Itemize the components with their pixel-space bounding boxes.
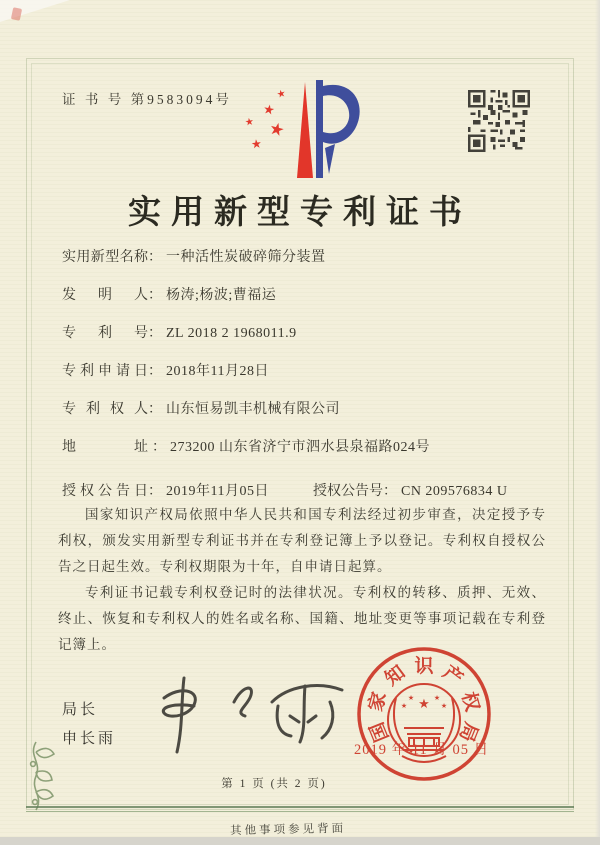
field-value: 杨涛;杨波;曹福运 <box>166 288 277 303</box>
field-value: 273200 山东省济宁市泗水县泉福路024号 <box>170 440 430 455</box>
logo-blue-tail <box>325 144 335 174</box>
cnipa-logo-icon <box>235 76 365 188</box>
logo-star-icon: ★ <box>250 136 263 152</box>
scan-edge-artifact <box>0 837 600 845</box>
body-paragraph: 专利证书记载专利权登记时的法律状况。专利权的转移、质押、无效、终止、恢复和专利权人的姓名或名称、国籍、地址变更等事项记载在专利登记簿上。 <box>58 585 546 652</box>
bottom-border-line <box>26 811 574 812</box>
field-label: 发明人 <box>62 288 148 303</box>
field-row-name <box>62 248 564 286</box>
svg-text:★: ★ <box>400 702 408 710</box>
qr-code <box>468 90 530 152</box>
seal-char: 局 <box>454 719 482 745</box>
logo-star-icon: ★ <box>244 116 255 129</box>
field-value: 2018年11月28日 <box>166 364 269 379</box>
field-label: 专利号 <box>62 326 148 341</box>
field-colon: ： <box>148 326 162 341</box>
signature-handwriting <box>150 668 360 760</box>
seal-char: 家 <box>365 689 391 714</box>
seal-char: 知 <box>381 661 410 691</box>
seal-char: 识 <box>414 656 434 677</box>
emblem-stars <box>401 694 447 712</box>
field-row-address <box>62 438 564 476</box>
field-value: ZL 2018 2 1968011.9 <box>166 326 297 341</box>
field-label: 实用新型名称 <box>62 250 148 265</box>
svg-text:★: ★ <box>440 702 448 710</box>
field-row-patent-number <box>62 324 564 362</box>
field-row-patentee <box>62 400 564 438</box>
commissioner-name: 申长雨 <box>62 731 117 747</box>
logo-star-icon: ★ <box>275 88 288 101</box>
field-label: 专利申请日 <box>62 364 148 379</box>
field-value: 山东恒易凯丰机械有限公司 <box>166 402 340 417</box>
grant-number-label: 授权公告号 <box>312 484 383 499</box>
seal-char: 产 <box>438 661 467 691</box>
logo-star-icon: ★ <box>266 118 287 142</box>
logo-blue-bar <box>316 80 323 178</box>
field-colon: ： <box>148 402 162 417</box>
scan-edge-artifact <box>595 0 600 845</box>
page-number: 第 1 页 (共 2 页) <box>221 778 327 790</box>
bottom-border-line <box>26 806 574 808</box>
field-colon: ： <box>148 250 162 265</box>
field-colon: ： <box>148 364 162 379</box>
certificate-title: 实用新型专利证书 <box>128 195 472 231</box>
body-paragraph: 国家知识产权局依照中华人民共和国专利法经过初步审查，决定授予专利权，颁发实用新型专利证书并在专利登记簿上予以登记。专利权自授权公告之日起生效。专利权期限为十年，自申请日起算。 <box>58 507 546 574</box>
commissioner-title: 局长 <box>62 702 99 718</box>
logo-blue-bowl <box>323 85 360 144</box>
certificate-number: 证 书 号 第9583094号 <box>62 92 232 107</box>
field-colon: ： <box>152 440 166 455</box>
back-note: 其他事项参见背面 <box>229 822 347 838</box>
field-row-inventors <box>62 286 564 324</box>
field-colon: ： <box>148 484 162 499</box>
svg-text:★: ★ <box>433 694 441 702</box>
grant-date-value: 2019年11月05日 <box>166 484 269 499</box>
field-colon: ： <box>382 484 397 499</box>
field-label: 授权公告日 <box>62 484 148 499</box>
grant-number-value: CN 209576834 U <box>400 484 508 499</box>
svg-text:★: ★ <box>407 694 415 702</box>
legal-text <box>58 502 546 658</box>
field-label: 地址 <box>62 440 148 455</box>
logo-star-icon: ★ <box>261 102 276 119</box>
seal-date: 2019 年 11 月 05 日 <box>354 742 490 758</box>
field-list <box>62 248 564 520</box>
field-colon: ： <box>148 288 162 303</box>
logo-red-spike <box>297 82 313 178</box>
field-label: 专利权人 <box>62 402 148 417</box>
scan-corner-artifact <box>0 0 70 22</box>
field-row-filing-date <box>62 362 564 400</box>
svg-text:★: ★ <box>418 697 430 712</box>
logo-shape <box>235 76 365 188</box>
seal-char: 权 <box>457 689 483 714</box>
field-value: 一种活性炭破碎筛分装置 <box>166 250 326 265</box>
seal-char: 国 <box>366 719 394 745</box>
